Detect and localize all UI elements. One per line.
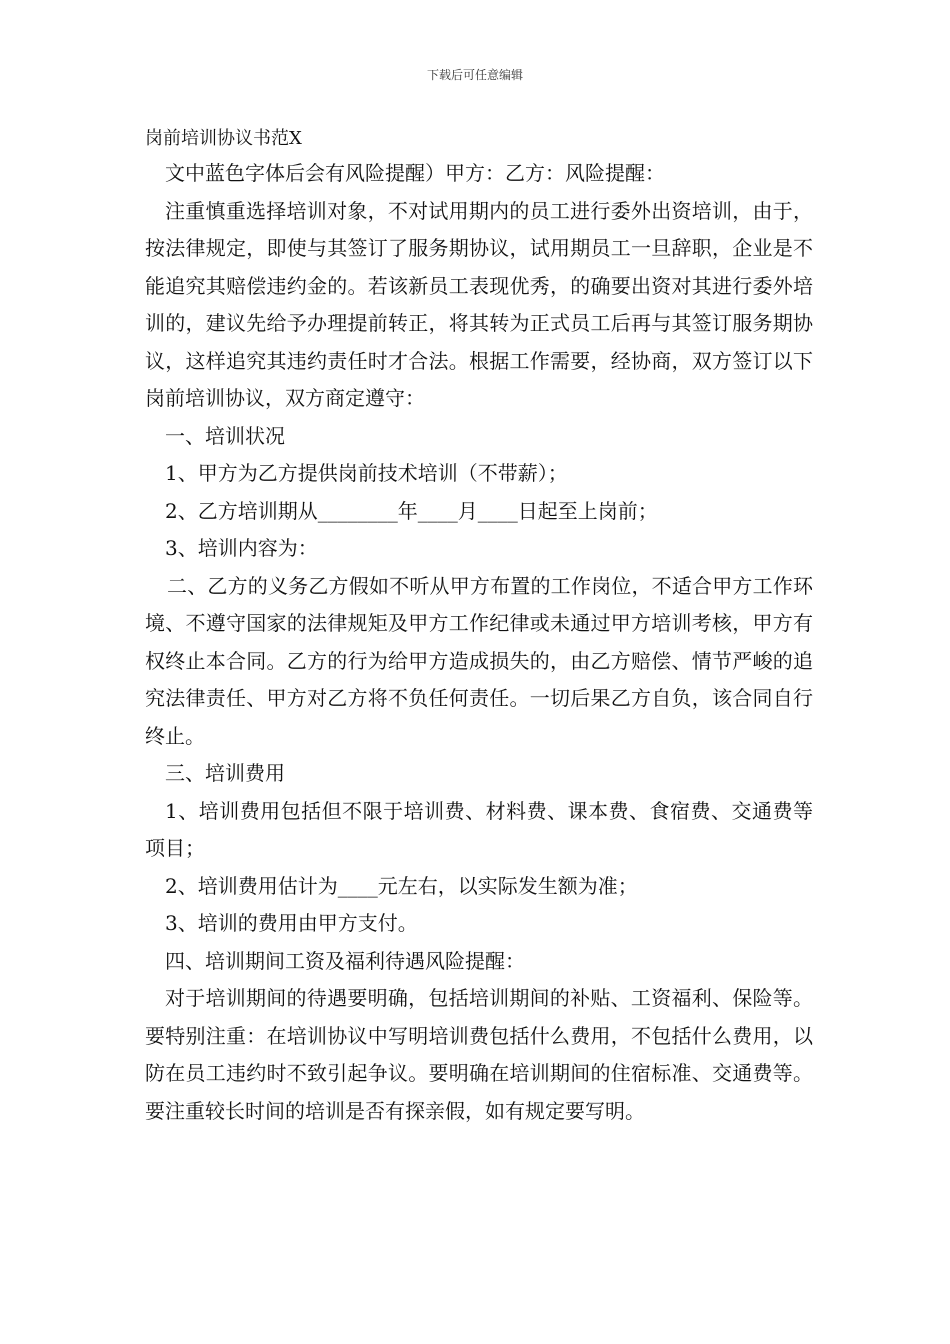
clause-3-2: 2、培训费用估计为____元左右，以实际发生额为准； [165,873,638,898]
clause-3-3: 3、培训的费用由甲方支付。 [165,911,418,935]
header-note: 下载后可任意编辑 [426,68,523,82]
clause-1-2: 2、乙方培训期从________年____月____日起至上岗前； [165,498,658,523]
section-heading-training-status: 一、培训状况 [165,423,285,448]
clause-1-3: 3、培训内容为： [165,536,318,560]
intro-paragraph: 文中蓝色字体后会有风险提醒）甲方：乙方：风险提醒： [165,161,665,185]
section-heading-training-cost: 三、培训费用 [165,761,285,785]
section-obligations-paragraph: 二、乙方的义务乙方假如不听从甲方布置的工作岗位，不适合甲方工作环境、不遵守国家的法律规矩及甲方工作纪律或未通过甲方培训考核，甲方有权终止本合同。乙方的行为给甲方造成损失的，由乙方赔偿、情节严峻的追究法律责任、甲方对乙方将不负任何责任。一切后果乙方自负，该合同自行终止。 [145,573,813,748]
section-heading-wages-benefits: 四、培训期间工资及福利待遇风险提醒： [165,948,525,973]
wages-benefits-paragraph: 对于培训期间的待遇要明确，包括培训期间的补贴、工资福利、保险等。要特别注重：在培训协议中写明培训费包括什么费用，不包括什么费用，以防在员工违约时不致引起争议。要明确在培训期间的住宿标准、交通费等。要注重较长时间的培训是否有探亲假，如有规定要写明。 [145,986,813,1123]
document-title: 岗前培训协议书范X [145,128,302,149]
document-body [145,155,813,1130]
clause-3-1: 1、培训费用包括但不限于培训费、材料费、课本费、食宿费、交通费等项目； [145,798,813,860]
risk-note-paragraph: 注重慎重选择培训对象，不对试用期内的员工进行委外出资培训，由于，按法律规定，即使与其签订了服务期协议，试用期员工一旦辞职，企业是不能追究其赔偿违约金的。若该新员工表现优秀，的确要出资对其进行委外培训的，建议先给予办理提前转正，将其转为正式员工后再与其签订服务期协议，这样追究其违约责任时才合法。根据工作需要，经协商，双方签订以下岗前培训协议，双方商定遵守： [145,198,813,410]
clause-1-1: 1、甲方为乙方提供岗前技术培训（不带薪）； [165,461,568,485]
